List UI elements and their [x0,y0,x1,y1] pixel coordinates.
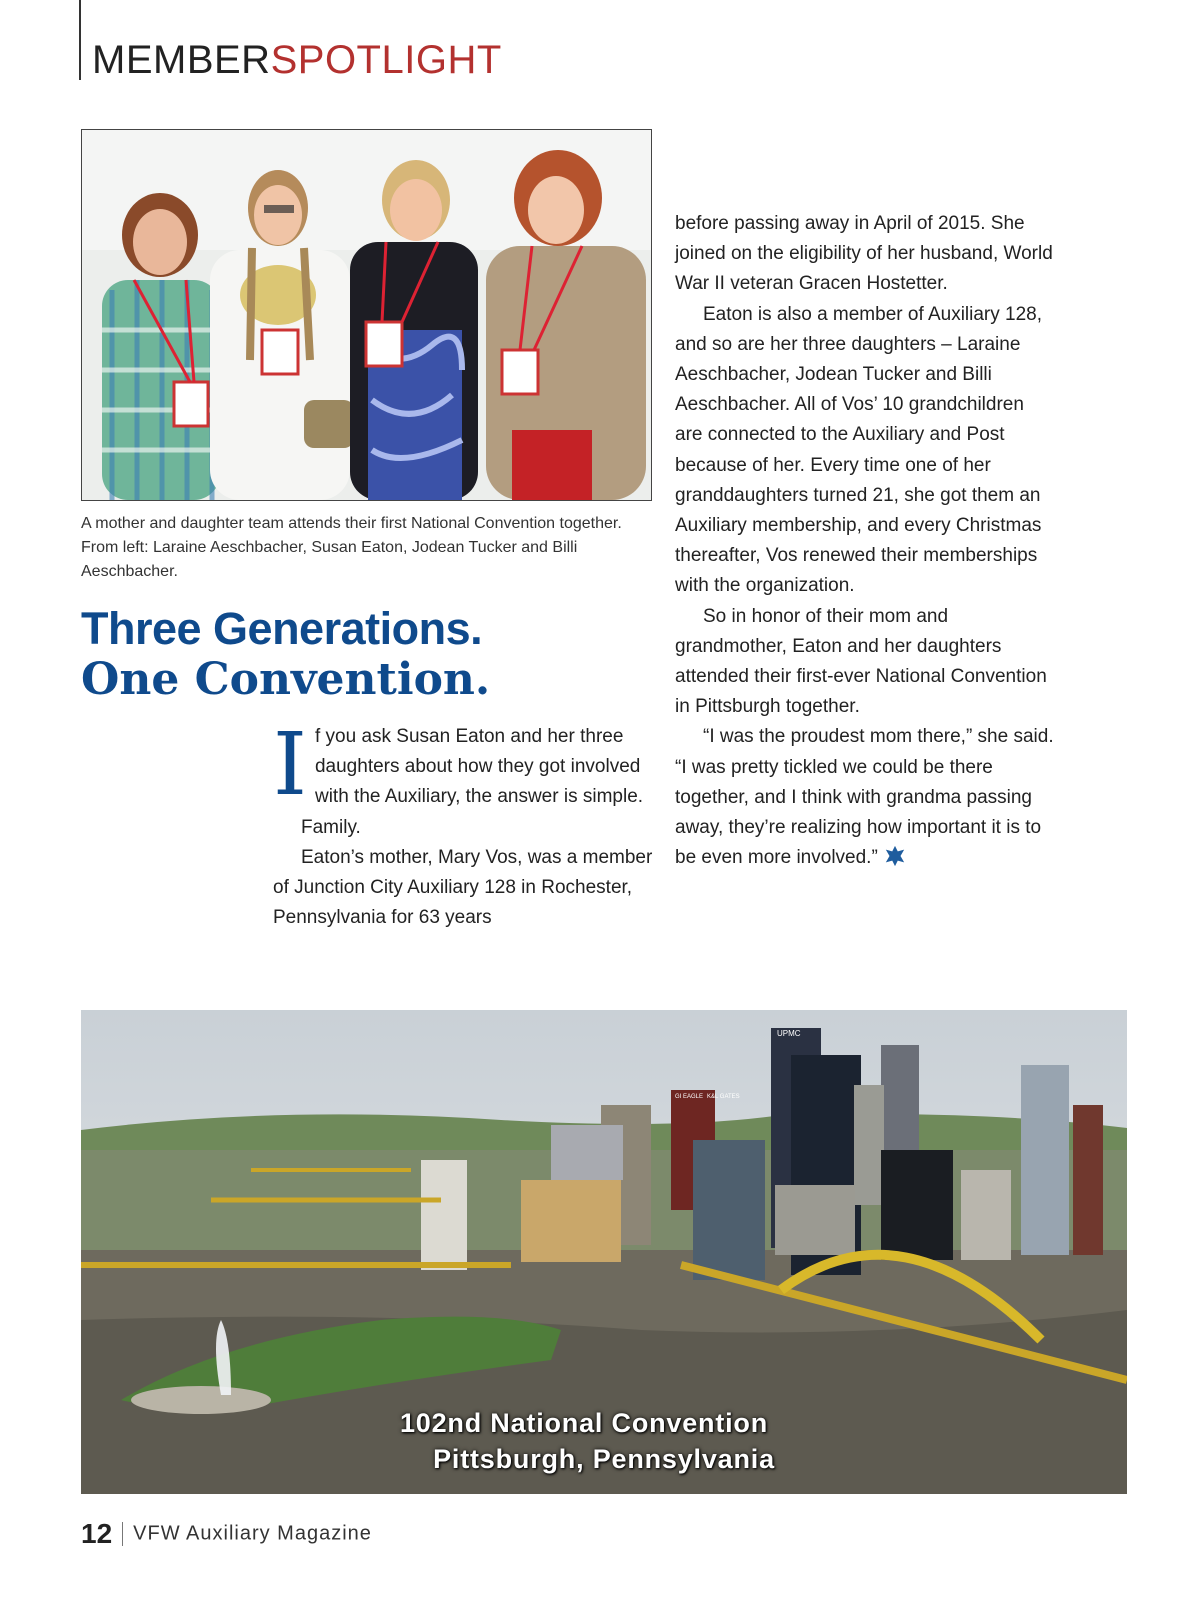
section-rule [79,0,81,80]
family-photo [81,129,652,501]
sign-kl-gates: K&L GATES [707,1094,740,1100]
skyline-overlay [81,1405,1127,1477]
skyline-title-line2: Pittsburgh, Pennsylvania [433,1444,775,1474]
drop-cap: I [273,715,307,815]
paragraph-text: f you ask Susan Eaton and her three daughters about how they got involved with the Auxiliary, the answer is simple. [314,726,644,808]
page-number: 12 [81,1518,113,1549]
paragraph: Family. [301,816,361,838]
section-header [92,40,502,80]
headline-line2: One Convention. [81,654,491,705]
section-header-spotlight: SPOTLIGHT [270,38,502,82]
paragraph-text: “I was the proudest mom there,” she said. “I was pretty tickled we could be there together, and I think with grandma passing away, they’re realizing how important it is to be even more involved.” [675,726,1054,869]
pittsburgh-skyline-photo [81,1010,1127,1494]
magazine-name: VFW Auxiliary Magazine [133,1522,372,1545]
article-headline [81,604,661,706]
paragraph: Eaton’s mother, Mary Vos, was a member of Junction City Auxiliary 128 in Rochester, Pennsylvania for 63 years [273,846,653,929]
vfw-cross-icon [884,845,906,867]
paragraph: Eaton is also a member of Auxiliary 128, and so are her three daughters – Laraine Aeschbacher, Jodean Tucker and Billi Aeschbacher. All of Vos’ 10 grandchildren are connected to the Auxiliary and Post because of her. Every time one of her granddaughters turned 21, she got them an Auxiliary membership, and every Christmas thereafter, Vos renewed their memberships with the organization. [675,303,1043,597]
page-footer [81,1518,372,1550]
article-column-1 [273,715,653,933]
photo-caption: A mother and daughter team attends their first National Convention together. From left: Laraine Aeschbacher, Susan Eaton, Jodean Tucker and Billi Aeschbacher. [81,515,622,580]
article-column-2 [675,209,1055,873]
headline-line1: Three Generations. [81,603,483,654]
paragraph: So in honor of their mom and grandmother, Eaton and her daughters attended their first-ever National Convention in Pittsburgh together. [675,605,1047,718]
sign-upmc: UPMC [777,1029,801,1038]
paragraph [273,715,653,815]
skyline-title-line1: 102nd National Convention [399,1408,769,1438]
section-header-member: MEMBER [92,38,271,82]
sign-giant-eagle: GI EAGLE [675,1094,704,1100]
footer-divider [122,1522,123,1546]
paragraph: before passing away in April of 2015. She joined on the eligibility of her husband, World War II veteran Gracen Hostetter. [675,213,1053,295]
paragraph [675,722,1055,873]
